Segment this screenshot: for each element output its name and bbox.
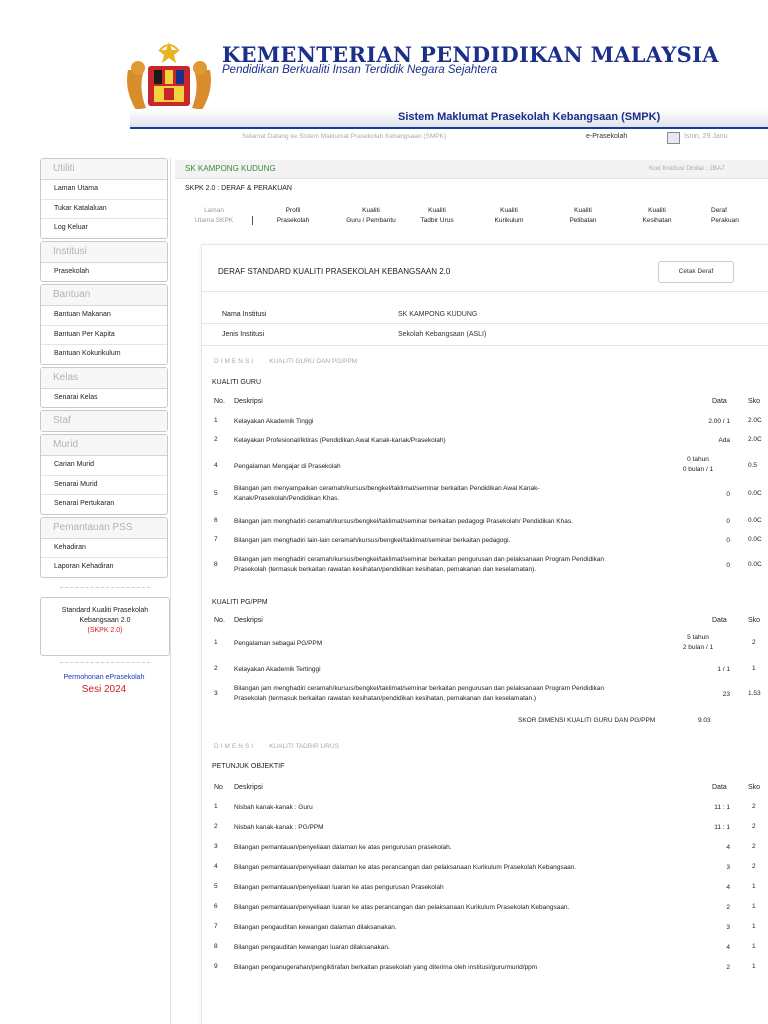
- cell-skor: 0.0C: [748, 490, 762, 497]
- section-title-kualiti-pg: KUALITI PG/PPM: [212, 599, 268, 606]
- sidebar-group-bantuan: [40, 284, 168, 365]
- cell-skor: 2: [752, 803, 756, 810]
- tab-line-2: Kesihatan: [642, 217, 672, 224]
- sidebar-item-bantuan-kokurikulum[interactable]: Bantuan Kokurikulum: [41, 344, 167, 364]
- col-header-no: No: [214, 784, 223, 791]
- tab-line-2: Perakuan: [711, 217, 739, 224]
- col-header-skor: Sko: [748, 398, 761, 405]
- cell-data: 3: [726, 864, 730, 871]
- cell-no: 4: [214, 863, 218, 870]
- tab-line-1: Kualiti: [648, 207, 666, 214]
- tab-kualiti-kesihatan[interactable]: [631, 206, 683, 226]
- sidebar-group-title: Utiliti: [41, 159, 167, 180]
- cell-skor: 2: [752, 823, 756, 830]
- col-header-deskripsi: Deskripsi: [234, 617, 263, 624]
- sidebar-group-staf: [40, 410, 168, 432]
- cell-data: 0: [726, 518, 730, 525]
- tab-deraf-perakuan[interactable]: [711, 206, 763, 226]
- welcome-text: Selamat Datang ke Sistem Maklumat Prasekolah Kebangsaan (SMPK): [242, 133, 447, 140]
- cell-desc: Bilangan jam menghadiri ceramah/kursus/bengkel/taklimat/seminar berkaitan pedagogi Prasekolah/ Pendidikan Khas.: [234, 518, 573, 525]
- sidebar-group-title: Bantuan: [41, 285, 167, 306]
- sidebar-item-log-keluar[interactable]: Log Keluar: [41, 218, 167, 238]
- sidebar-group-utiliti: [40, 158, 168, 239]
- tab-line-1: Kualiti: [362, 207, 380, 214]
- cell-desc: Nisbah kanak-kanak : PG/PPM: [234, 824, 324, 831]
- cell-desc: Bilangan pengauditan kewangan dalaman dilaksanakan.: [234, 924, 397, 931]
- cell-skor: 0.5: [748, 462, 758, 469]
- tab-kualiti-kurikulum[interactable]: [483, 206, 535, 226]
- school-bar: [175, 160, 768, 179]
- info-label-nama: Nama Institusi: [222, 311, 267, 318]
- cell-no: 3: [214, 843, 218, 850]
- cell-data: 4: [726, 844, 730, 851]
- dimension-name: KUALITI GURU DAN PG/PPM: [269, 358, 358, 365]
- sidebar-divider: [60, 587, 150, 588]
- dimension-prefix: DIMENSI: [214, 358, 256, 365]
- cell-no: 4: [214, 462, 218, 469]
- tab-line-1: Laman: [204, 207, 224, 214]
- tab-line-2: Tadbir Urus: [420, 217, 454, 224]
- cell-no: 2: [214, 823, 218, 830]
- cell-desc: Kelayakan Profesional/Iktiras (Pendidikan Awal Kanak-kanak/Prasekolah): [234, 437, 446, 444]
- system-title: Sistem Maklumat Prasekolah Kebangsaan (SMPK): [398, 111, 661, 123]
- col-header-deskripsi: Deskripsi: [234, 784, 263, 791]
- tab-line-2: Prasekolah: [276, 217, 310, 224]
- calendar-icon: [667, 132, 680, 144]
- sesi-label: Sesi 2024: [81, 684, 127, 695]
- cell-desc: Bilangan jam menghadiri ceramah/kursus/bengkel/taklimat/seminar berkaitan pengurusan dan pelaksanaan Program Pendidikan Prasekolah (termasuk berkaitan rawatan kesihatan/pendidikan kesihatan, pemakanan dan keselamatan).: [234, 556, 604, 573]
- sidebar-item-carian-murid[interactable]: Carian Murid: [54, 461, 95, 468]
- sidebar-divider: [60, 662, 150, 663]
- cell-data: 0: [726, 562, 730, 569]
- col-header-no: No.: [214, 398, 225, 405]
- cell-data: 4: [726, 944, 730, 951]
- cell-skor: 2: [752, 863, 756, 870]
- cell-data: 11 : 1: [714, 804, 730, 811]
- col-header-skor: Sko: [748, 617, 761, 624]
- sidebar-group-title: Institusi: [41, 242, 167, 263]
- cell-no: 3: [214, 690, 218, 697]
- cell-skor: 2: [752, 843, 756, 850]
- card-title: DERAF STANDARD KUALITI PRASEKOLAH KEBANGSAAN 2.0: [218, 267, 451, 276]
- tab-line-1: Kualiti: [428, 207, 446, 214]
- sidebar-group-kelas: [40, 367, 168, 409]
- skpk-tabs: [171, 206, 768, 234]
- sidebar-item-laman-utama[interactable]: Laman Utama: [54, 185, 98, 192]
- cell-skor: 2.0C: [748, 417, 762, 424]
- col-header-skor: Sko: [748, 784, 761, 791]
- cell-data: 0: [726, 537, 730, 544]
- cell-data: 2: [726, 904, 730, 911]
- tab-laman-utama-skpk[interactable]: [189, 206, 239, 226]
- sidebar-group-institusi: [40, 241, 168, 283]
- cell-skor: 1: [752, 903, 756, 910]
- breadcrumb: SKPK 2.0 : DERAF & PERAKUAN: [185, 185, 292, 192]
- main-content: [170, 158, 768, 1024]
- info-value-jenis: Sekolah Kebangsaan (ASLI): [398, 331, 487, 338]
- cell-desc: Bilangan pemantauan/penyeliaan luaran ke atas pengurusan Prasekolah: [234, 884, 444, 891]
- cell-desc: Bilangan jam menghadiri lain-lain ceramah/kursus/bengkel/taklimat/seminar berkaitan pedagogi.: [234, 537, 511, 544]
- sidebar-item-bantuan-makanan[interactable]: Bantuan Makanan: [54, 311, 111, 318]
- sidebar-item-bantuan-per-kapita[interactable]: Bantuan Per Kapita: [41, 325, 167, 345]
- page-header: [0, 0, 768, 140]
- col-header-no: No.: [214, 617, 225, 624]
- divider: [202, 323, 768, 324]
- cell-data: 0 tahun 0 bulan / 1: [682, 456, 714, 473]
- skpk-title[interactable]: Standard Kualiti Prasekolah Kebangsaan 2.0: [61, 607, 149, 624]
- current-date: Isnin, 29 Janu: [684, 133, 728, 140]
- info-value-nama: SK KAMPONG KUDUNG: [398, 311, 478, 318]
- cell-no: 7: [214, 923, 218, 930]
- info-label-jenis: Jenis Institusi: [222, 331, 265, 338]
- cell-skor: 1: [752, 923, 756, 930]
- sidebar-group-title[interactable]: Staf: [41, 411, 167, 431]
- tab-kualiti-tadbir-urus[interactable]: [411, 206, 463, 226]
- cell-desc: Bilangan jam menyampaikan ceramah/kursus/bengkel/taklimat/seminar berkaitan Pendidikan Awal Kanak-Kanak/Prasekolah/Pendidikan Khas.: [234, 485, 540, 502]
- print-draft-button[interactable]: Cetak Deraf: [658, 261, 734, 283]
- cell-desc: Nisbah kanak-kanak : Guru: [234, 804, 313, 811]
- sidebar-item-tukar-katalaluan[interactable]: Tukar Katalaluan: [41, 199, 167, 219]
- col-header-data: Data: [712, 398, 727, 405]
- tab-kualiti-pelibatan[interactable]: [557, 206, 609, 226]
- dimension-name: KUALITI TADBIR URUS: [269, 743, 339, 750]
- school-name: SK KAMPONG KUDUNG: [185, 164, 276, 173]
- cell-skor: 1.53: [748, 690, 761, 697]
- sidebar-item-laporan-kehadiran[interactable]: Laporan Kehadiran: [41, 557, 167, 577]
- cell-no: 8: [214, 561, 218, 568]
- cell-no: 1: [214, 803, 218, 810]
- tab-line-1: Profil: [285, 207, 301, 214]
- tab-line-2: Pelibatan: [569, 217, 597, 224]
- tab-line-2: Utama SKPK: [194, 217, 234, 224]
- cell-no: 1: [214, 417, 218, 424]
- cell-data: 2.00 / 1: [708, 418, 730, 425]
- col-header-data: Data: [712, 617, 727, 624]
- dimension-score-label: SKOR DIMENSI KUALITI GURU DAN PG/PPM: [518, 717, 656, 724]
- cell-skor: 0.0C: [748, 517, 762, 524]
- tab-line-2: Kurikulum: [494, 217, 524, 224]
- cell-data: 1 / 1: [717, 666, 730, 673]
- col-header-data: Data: [712, 784, 727, 791]
- cell-no: 6: [214, 517, 218, 524]
- skpk-version: (SKPK 2.0): [87, 627, 123, 634]
- divider: [202, 345, 768, 346]
- cell-data: 23: [722, 691, 730, 698]
- cell-desc: Bilangan jam menghadiri ceramah/kursus/bengkel/taklimat/seminar berkaitan pengurusan dan pelaksanaan Program Pendidikan Prasekolah (termasuk berkaitan rawatan kesihatan/pendidikan kesihatan, pemakanan dan keselamatan.): [234, 685, 604, 702]
- cell-data: 11 : 1: [714, 824, 730, 831]
- cell-skor: 1: [752, 665, 756, 672]
- cell-desc: Kelayakan Akademik Tertinggi: [234, 666, 321, 673]
- cell-desc: Bilangan pemantauan/penyeliaan dalaman ke atas perancangan dan pelaksanaan Kurikulum Prasekolah Kebangsaan.: [234, 864, 577, 871]
- dimension-heading-tadbir: [214, 743, 339, 750]
- section-title-kualiti-guru: KUALITI GURU: [212, 379, 262, 386]
- cell-skor: 1: [752, 963, 756, 970]
- cell-desc: Kelayakan Akademik Tinggi: [234, 418, 314, 425]
- section-title-petunjuk: PETUNJUK OBJEKTIF: [212, 763, 285, 770]
- cell-no: 6: [214, 903, 218, 910]
- cell-data: 3: [726, 924, 730, 931]
- cell-skor: 0.0C: [748, 536, 762, 543]
- sidebar-item-prasekolah[interactable]: Prasekolah: [54, 267, 90, 275]
- cell-no: 2: [214, 436, 218, 443]
- sidebar-group-title: Pemantauan PSS: [41, 518, 167, 539]
- tab-line-1: Kualiti: [500, 207, 518, 214]
- cell-skor: 0.0C: [748, 561, 762, 568]
- draft-card: [201, 244, 768, 1024]
- sidebar-group-murid: [40, 434, 168, 515]
- cell-desc: Pengalaman sebagai PG/PPM: [234, 640, 323, 647]
- cell-no: 1: [214, 639, 218, 646]
- sidebar-item-senarai-kelas[interactable]: Senarai Kelas: [54, 393, 98, 401]
- tab-kualiti-guru[interactable]: [331, 206, 411, 226]
- cell-no: 5: [214, 883, 218, 890]
- tab-profil-prasekolah[interactable]: [267, 206, 319, 226]
- institution-code: Kod Institusi Dinilai : JBA7: [649, 165, 725, 172]
- cell-skor: 2.0C: [748, 436, 762, 443]
- cell-skor: 1: [752, 883, 756, 890]
- divider: [202, 291, 768, 292]
- cell-desc: Bilangan penganugerahan/pengiktirafan berkaitan prasekolah yang diterima oleh institusi/guru/murid/ppm: [234, 964, 538, 971]
- sidebar-item-kehadiran[interactable]: Kehadiran: [54, 543, 86, 551]
- permohonan-eprasekolah-link[interactable]: Permohonan ePrasekolah: [63, 674, 145, 681]
- dimension-heading-guru: [214, 358, 357, 365]
- ministry-title: KEMENTERIAN PENDIDIKAN MALAYSIA: [222, 42, 719, 67]
- tab-line-1: Kualiti: [574, 207, 592, 214]
- cell-skor: 2: [752, 639, 756, 646]
- cell-data: 2: [726, 964, 730, 971]
- cell-no: 7: [214, 536, 218, 543]
- tab-divider: [252, 216, 253, 225]
- eprasekolah-link[interactable]: e-Prasekolah: [586, 133, 628, 140]
- cell-no: 9: [214, 963, 218, 970]
- dimension-score-value: 9.03: [698, 717, 711, 724]
- cell-no: 5: [214, 490, 218, 497]
- tab-line-2: Guru / Pembantu: [346, 217, 396, 224]
- cell-no: 8: [214, 943, 218, 950]
- cell-skor: 1: [752, 943, 756, 950]
- col-header-deskripsi: Deskripsi: [234, 398, 263, 405]
- sidebar-item-senarai-pertukaran[interactable]: Senarai Pertukaran: [41, 494, 167, 514]
- cell-data: Ada: [718, 437, 730, 444]
- sidebar-group-title: Murid: [41, 435, 167, 456]
- cell-desc: Bilangan pemantauan/penyeliaan dalaman ke atas pengurusan prasekolah.: [234, 844, 452, 851]
- cell-data: 4: [726, 884, 730, 891]
- tab-line-1: Deraf: [711, 207, 727, 214]
- cell-no: 2: [214, 665, 218, 672]
- ministry-motto: Pendidikan Berkualiti Insan Terdidik Negara Sejahtera: [222, 64, 498, 76]
- cell-desc: Bilangan pemantauan/penyeliaan luaran ke atas perancangan dan pelaksanaan Kurikulum Prasekolah Kebangsaan.: [234, 904, 570, 911]
- skpk-link-box[interactable]: [40, 597, 170, 656]
- cell-desc: Bilangan pengauditan kewangan luaran dilaksanakan.: [234, 944, 390, 951]
- sidebar-group-pemantauan-pss: [40, 517, 168, 578]
- cell-data: 5 tahun 2 bulan / 1: [682, 634, 714, 651]
- sidebar: [40, 158, 168, 580]
- dimension-prefix: DIMENSI: [214, 743, 256, 750]
- sidebar-item-senarai-murid[interactable]: Senarai Murid: [41, 475, 167, 495]
- cell-data: 0: [726, 491, 730, 498]
- cell-desc: Pengalaman Mengajar di Prasekolah: [234, 463, 341, 470]
- sidebar-group-title: Kelas: [41, 368, 167, 389]
